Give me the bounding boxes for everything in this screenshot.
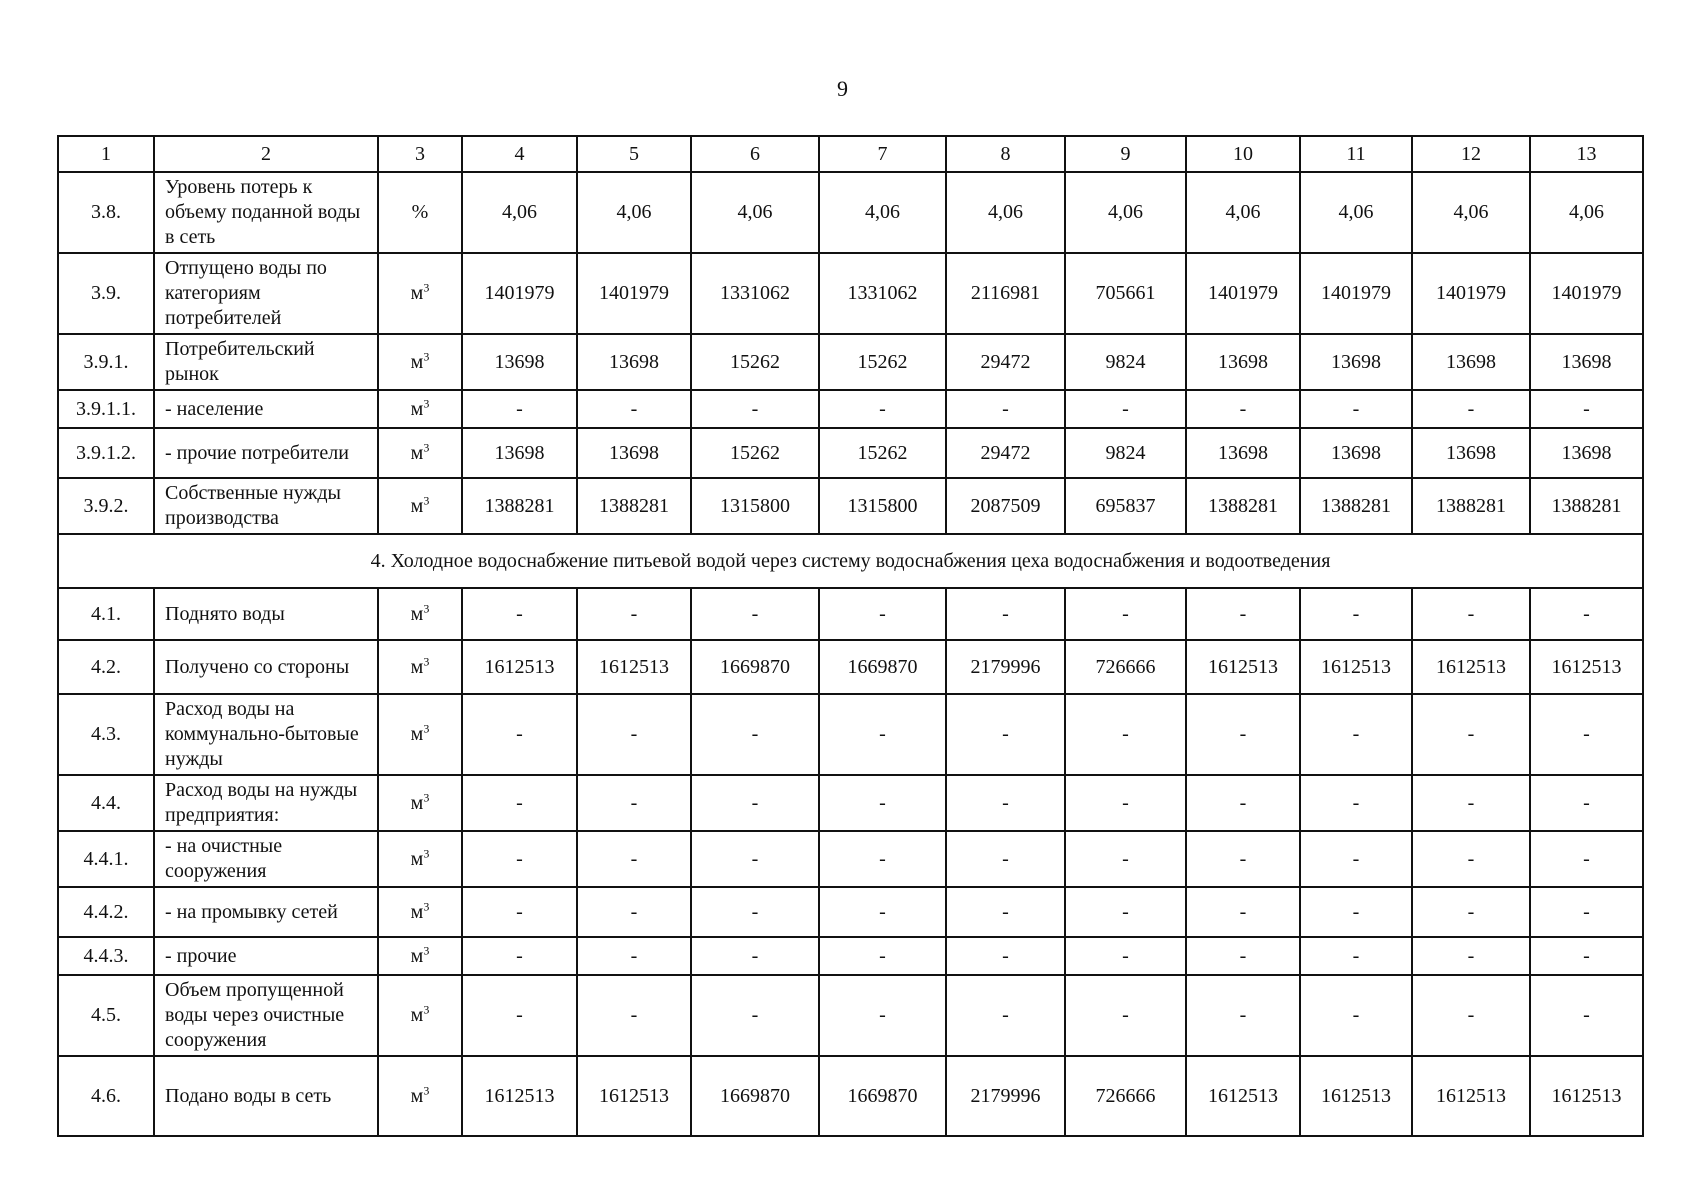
row-name: Расход воды на коммунально-бытовые нужды <box>154 694 378 775</box>
row-number: 4.2. <box>58 640 154 694</box>
row-unit: $м^3$ <box>378 478 462 534</box>
row-value: 1401979 <box>1412 253 1530 334</box>
row-value: 13698 <box>1412 428 1530 478</box>
row-unit: % <box>378 172 462 253</box>
row-value: 1388281 <box>1300 478 1412 534</box>
row-value: 2179996 <box>946 640 1065 694</box>
row-value: 1669870 <box>691 1056 819 1136</box>
row-value: 4,06 <box>577 172 691 253</box>
row-value: - <box>1412 975 1530 1056</box>
row-value: - <box>1412 390 1530 428</box>
row-value: 4,06 <box>819 172 946 253</box>
row-value: - <box>1530 694 1643 775</box>
row-value: 726666 <box>1065 1056 1186 1136</box>
row-value: 1331062 <box>691 253 819 334</box>
column-header: 13 <box>1530 136 1643 172</box>
row-name: Отпущено воды по категориям потребителей <box>154 253 378 334</box>
row-value: - <box>1300 588 1412 640</box>
row-value: - <box>819 694 946 775</box>
row-unit: $м^3$ <box>378 390 462 428</box>
row-number: 4.6. <box>58 1056 154 1136</box>
row-value: 1401979 <box>1530 253 1643 334</box>
row-value: - <box>1530 937 1643 975</box>
row-value: 1315800 <box>691 478 819 534</box>
column-header: 6 <box>691 136 819 172</box>
column-header: 7 <box>819 136 946 172</box>
row-value: - <box>577 937 691 975</box>
row-number: 4.4.1. <box>58 831 154 887</box>
row-value: 4,06 <box>1530 172 1643 253</box>
row-value: 1612513 <box>1412 640 1530 694</box>
row-value: - <box>1300 694 1412 775</box>
table-row <box>58 172 1643 253</box>
row-value: 2116981 <box>946 253 1065 334</box>
row-value: 1388281 <box>462 478 577 534</box>
table-row <box>58 640 1643 694</box>
row-value: 13698 <box>577 334 691 390</box>
row-value: - <box>1065 588 1186 640</box>
row-value: - <box>577 390 691 428</box>
row-unit: $м^3$ <box>378 694 462 775</box>
row-name: Собственные нужды производства <box>154 478 378 534</box>
section-title: 4. Холодное водоснабжение питьевой водой через систему водоснабжения цеха водоснабжения и водоотведения <box>58 534 1643 588</box>
table-row <box>58 887 1643 937</box>
table-row <box>58 937 1643 975</box>
row-value: - <box>1530 588 1643 640</box>
table-row <box>58 694 1643 775</box>
row-value: - <box>577 775 691 831</box>
row-value: - <box>462 887 577 937</box>
row-value: - <box>1186 775 1300 831</box>
row-value: 1331062 <box>819 253 946 334</box>
row-value: - <box>1186 887 1300 937</box>
row-value: 1315800 <box>819 478 946 534</box>
table-row <box>58 588 1643 640</box>
row-name: - на промывку сетей <box>154 887 378 937</box>
row-value: 1612513 <box>462 640 577 694</box>
column-header: 1 <box>58 136 154 172</box>
row-value: 13698 <box>462 334 577 390</box>
row-unit: $м^3$ <box>378 428 462 478</box>
row-name: Уровень потерь к объему поданной воды в сеть <box>154 172 378 253</box>
row-value: 13698 <box>1186 428 1300 478</box>
row-value: 13698 <box>1530 334 1643 390</box>
row-name: - на очистные сооружения <box>154 831 378 887</box>
row-name: - население <box>154 390 378 428</box>
row-number: 4.4.2. <box>58 887 154 937</box>
row-value: - <box>1530 887 1643 937</box>
row-unit: $м^3$ <box>378 887 462 937</box>
row-value: - <box>1065 390 1186 428</box>
row-value: 695837 <box>1065 478 1186 534</box>
row-value: - <box>1065 831 1186 887</box>
row-value: 2087509 <box>946 478 1065 534</box>
header-row <box>58 136 1643 172</box>
row-value: - <box>691 937 819 975</box>
row-value: 15262 <box>819 428 946 478</box>
row-name: Подано воды в сеть <box>154 1056 378 1136</box>
row-number: 3.9.2. <box>58 478 154 534</box>
column-header: 3 <box>378 136 462 172</box>
row-value: 4,06 <box>691 172 819 253</box>
row-value: - <box>946 887 1065 937</box>
table-row <box>58 1056 1643 1136</box>
row-value: - <box>946 694 1065 775</box>
row-name: - прочие потребители <box>154 428 378 478</box>
row-value: 4,06 <box>462 172 577 253</box>
row-value: 1612513 <box>1186 640 1300 694</box>
row-value: - <box>1530 775 1643 831</box>
page-number: 9 <box>837 76 848 101</box>
row-value: 1401979 <box>1300 253 1412 334</box>
row-value: 1388281 <box>1530 478 1643 534</box>
row-value: - <box>462 390 577 428</box>
row-value: - <box>462 975 577 1056</box>
row-value: 4,06 <box>1412 172 1530 253</box>
row-value: - <box>819 937 946 975</box>
row-number: 3.9. <box>58 253 154 334</box>
row-value: 1669870 <box>819 1056 946 1136</box>
row-value: 13698 <box>577 428 691 478</box>
column-header: 5 <box>577 136 691 172</box>
row-value: - <box>1412 694 1530 775</box>
row-value: 13698 <box>462 428 577 478</box>
row-value: 1401979 <box>1186 253 1300 334</box>
row-value: 1612513 <box>1530 1056 1643 1136</box>
row-unit: $м^3$ <box>378 1056 462 1136</box>
row-value: 1612513 <box>1412 1056 1530 1136</box>
row-value: - <box>946 937 1065 975</box>
row-value: - <box>577 831 691 887</box>
row-value: - <box>819 887 946 937</box>
row-value: - <box>577 975 691 1056</box>
row-value: 4,06 <box>1186 172 1300 253</box>
row-value: - <box>1186 831 1300 887</box>
table-row <box>58 831 1643 887</box>
row-value: 1612513 <box>462 1056 577 1136</box>
row-value: - <box>691 887 819 937</box>
row-value: - <box>1300 887 1412 937</box>
row-value: - <box>577 887 691 937</box>
row-value: - <box>1412 937 1530 975</box>
row-value: - <box>1065 975 1186 1056</box>
column-header: 11 <box>1300 136 1412 172</box>
row-number: 4.4.3. <box>58 937 154 975</box>
row-number: 4.5. <box>58 975 154 1056</box>
column-header: 9 <box>1065 136 1186 172</box>
row-number: 3.9.1. <box>58 334 154 390</box>
row-name: Расход воды на нужды предприятия: <box>154 775 378 831</box>
row-value: 13698 <box>1186 334 1300 390</box>
row-value: 15262 <box>691 428 819 478</box>
row-value: 9824 <box>1065 334 1186 390</box>
column-header: 8 <box>946 136 1065 172</box>
row-value: - <box>462 588 577 640</box>
row-value: 1612513 <box>1300 1056 1412 1136</box>
row-number: 4.4. <box>58 775 154 831</box>
row-value: - <box>1300 975 1412 1056</box>
row-value: - <box>1186 390 1300 428</box>
row-value: 726666 <box>1065 640 1186 694</box>
row-value: - <box>1300 390 1412 428</box>
table-row <box>58 478 1643 534</box>
table-row <box>58 334 1643 390</box>
row-number: 3.9.1.2. <box>58 428 154 478</box>
row-value: - <box>1186 694 1300 775</box>
row-value: 1388281 <box>577 478 691 534</box>
row-value: - <box>946 831 1065 887</box>
row-value: - <box>1300 937 1412 975</box>
row-name: Получено со стороны <box>154 640 378 694</box>
row-value: - <box>462 937 577 975</box>
row-value: 1612513 <box>577 640 691 694</box>
row-number: 3.9.1.1. <box>58 390 154 428</box>
row-value: - <box>462 694 577 775</box>
row-value: - <box>1412 775 1530 831</box>
table-row <box>58 253 1643 334</box>
row-value: 15262 <box>691 334 819 390</box>
row-value: 15262 <box>819 334 946 390</box>
row-unit: $м^3$ <box>378 588 462 640</box>
row-value: - <box>1300 775 1412 831</box>
row-value: - <box>819 975 946 1056</box>
row-value: - <box>691 775 819 831</box>
row-value: - <box>819 390 946 428</box>
row-value: - <box>819 831 946 887</box>
row-unit: $м^3$ <box>378 975 462 1056</box>
column-header: 10 <box>1186 136 1300 172</box>
row-value: 1612513 <box>1530 640 1643 694</box>
table-row <box>58 390 1643 428</box>
row-value: 4,06 <box>946 172 1065 253</box>
row-value: - <box>1065 775 1186 831</box>
row-value: - <box>1412 831 1530 887</box>
row-unit: $м^3$ <box>378 253 462 334</box>
row-value: - <box>1186 975 1300 1056</box>
row-value: - <box>946 390 1065 428</box>
row-value: - <box>1530 975 1643 1056</box>
column-header: 4 <box>462 136 577 172</box>
table-row <box>58 775 1643 831</box>
row-value: - <box>1412 588 1530 640</box>
row-name: Потребительский рынок <box>154 334 378 390</box>
row-value: - <box>1530 831 1643 887</box>
row-unit: $м^3$ <box>378 831 462 887</box>
row-value: - <box>1065 694 1186 775</box>
row-unit: $м^3$ <box>378 937 462 975</box>
row-value: 1669870 <box>819 640 946 694</box>
column-header: 2 <box>154 136 378 172</box>
row-value: 1388281 <box>1186 478 1300 534</box>
row-value: - <box>462 831 577 887</box>
row-value: - <box>946 588 1065 640</box>
row-value: 13698 <box>1530 428 1643 478</box>
row-value: - <box>691 588 819 640</box>
row-value: 13698 <box>1412 334 1530 390</box>
row-value: - <box>577 588 691 640</box>
row-value: 2179996 <box>946 1056 1065 1136</box>
row-number: 3.8. <box>58 172 154 253</box>
row-value: - <box>1065 887 1186 937</box>
row-name: Объем пропущенной воды через очистные сооружения <box>154 975 378 1056</box>
row-value: 705661 <box>1065 253 1186 334</box>
row-unit: $м^3$ <box>378 334 462 390</box>
row-value: - <box>1300 831 1412 887</box>
row-value: - <box>1065 937 1186 975</box>
row-value: - <box>1530 390 1643 428</box>
row-name: - прочие <box>154 937 378 975</box>
row-number: 4.1. <box>58 588 154 640</box>
row-value: 4,06 <box>1065 172 1186 253</box>
row-value: 1669870 <box>691 640 819 694</box>
row-unit: $м^3$ <box>378 640 462 694</box>
row-value: - <box>462 775 577 831</box>
row-value: 1401979 <box>462 253 577 334</box>
row-value: - <box>1186 937 1300 975</box>
row-value: 4,06 <box>1300 172 1412 253</box>
row-value: - <box>946 975 1065 1056</box>
row-value: - <box>1186 588 1300 640</box>
row-value: - <box>1412 887 1530 937</box>
row-value: - <box>691 694 819 775</box>
row-value: 29472 <box>946 428 1065 478</box>
row-value: 13698 <box>1300 428 1412 478</box>
row-value: 1401979 <box>577 253 691 334</box>
row-unit: $м^3$ <box>378 775 462 831</box>
row-value: 29472 <box>946 334 1065 390</box>
row-value: - <box>577 694 691 775</box>
section-row <box>58 534 1643 588</box>
table-body <box>58 136 1643 1136</box>
row-value: - <box>691 390 819 428</box>
row-value: - <box>819 775 946 831</box>
row-value: 13698 <box>1300 334 1412 390</box>
column-header: 12 <box>1412 136 1530 172</box>
row-value: - <box>691 831 819 887</box>
row-value: 1388281 <box>1412 478 1530 534</box>
row-name: Поднято воды <box>154 588 378 640</box>
table-row <box>58 975 1643 1056</box>
row-value: 9824 <box>1065 428 1186 478</box>
row-number: 4.3. <box>58 694 154 775</box>
row-value: - <box>946 775 1065 831</box>
row-value: - <box>819 588 946 640</box>
table-row <box>58 428 1643 478</box>
data-table <box>57 135 1644 1137</box>
row-value: - <box>691 975 819 1056</box>
row-value: 1612513 <box>1300 640 1412 694</box>
row-value: 1612513 <box>1186 1056 1300 1136</box>
row-value: 1612513 <box>577 1056 691 1136</box>
